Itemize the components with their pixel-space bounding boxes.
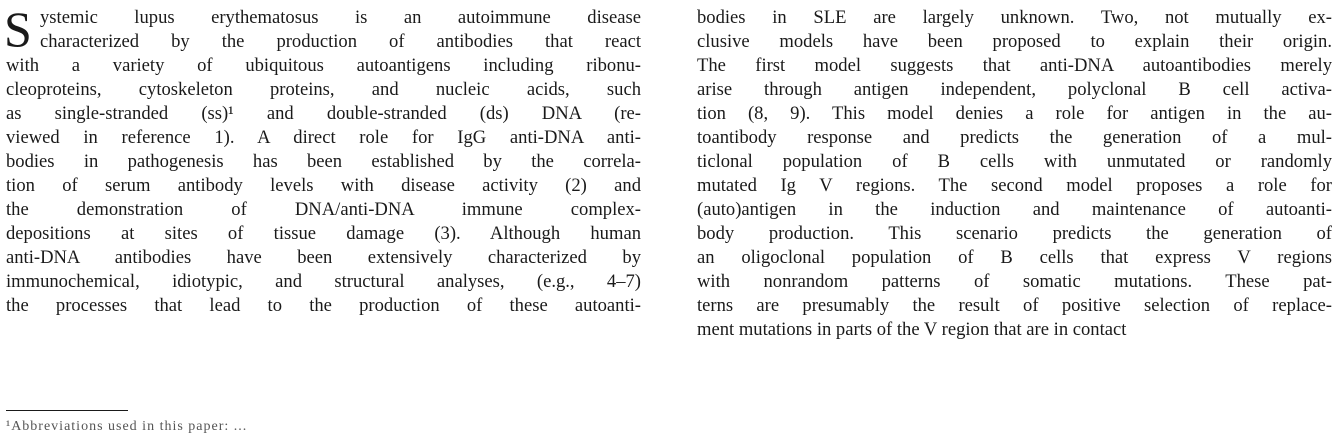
paragraph-line: terns are presumably the result of positive selection of replace- (697, 295, 1332, 316)
right-column (697, 6, 1332, 342)
paragraph-line: immunochemical, idiotypic, and structural analyses, (e.g., 4–7) (6, 271, 641, 292)
paragraph-line: characterized by the production of antibodies that react (40, 31, 641, 52)
paragraph-line: (auto)antigen in the induction and maintenance of autoanti- (697, 199, 1332, 220)
paragraph-line: the processes that lead to the production of these autoanti- (6, 295, 641, 316)
line-text: ystemic lupus erythematosus is an autoimmune disease (40, 7, 641, 28)
paragraph-line: bodies in pathogenesis has been established by the correla- (6, 151, 641, 172)
paragraph-line: as single-stranded (ss)¹ and double-stranded (ds) DNA (re- (6, 103, 641, 124)
paragraph-line: The first model suggests that anti-DNA autoantibodies merely (697, 55, 1332, 76)
paragraph-line: an oligoclonal population of B cells that express V regions (697, 247, 1332, 268)
paragraph-line: viewed in reference 1). A direct role for IgG anti-DNA anti- (6, 127, 641, 148)
paragraph-line: tion of serum antibody levels with disease activity (2) and (6, 175, 641, 196)
paragraph-line: ticlonal population of B cells with unmutated or randomly (697, 151, 1332, 172)
paragraph-line: anti-DNA antibodies have been extensively characterized by (6, 247, 641, 268)
paragraph-line: with a variety of ubiquitous autoantigens including ribonu- (6, 55, 641, 76)
paragraph-line: body production. This scenario predicts the generation of (697, 223, 1332, 244)
paragraph-line: the demonstration of DNA/anti-DNA immune complex- (6, 199, 641, 220)
paragraph-line: cleoproteins, cytoskeleton proteins, and nucleic acids, such (6, 79, 641, 100)
footnote-fragment: ¹Abbreviations used in this paper: ... (6, 419, 248, 434)
paragraph-line: tion (8, 9). This model denies a role for antigen in the au- (697, 103, 1332, 124)
paragraph-line: bodies in SLE are largely unknown. Two, not mutually ex- (697, 7, 1332, 28)
paragraph-line: toantibody response and predicts the generation of a mul- (697, 127, 1332, 148)
paragraph-line: ment mutations in parts of the V region that are in contact (697, 319, 1127, 340)
paragraph-line: depositions at sites of tissue damage (3). Although human (6, 223, 641, 244)
paragraph-line: with nonrandom patterns of somatic mutations. These pat- (697, 271, 1332, 292)
paragraph-line: arise through antigen independent, polyclonal B cell activa- (697, 79, 1332, 100)
drop-cap: S (4, 1, 32, 57)
paragraph-line: mutated Ig V regions. The second model proposes a role for (697, 175, 1332, 196)
paragraph-line: clusive models have been proposed to explain their origin. (697, 31, 1332, 52)
left-column (4, 1, 641, 318)
footnote-divider (6, 410, 128, 411)
